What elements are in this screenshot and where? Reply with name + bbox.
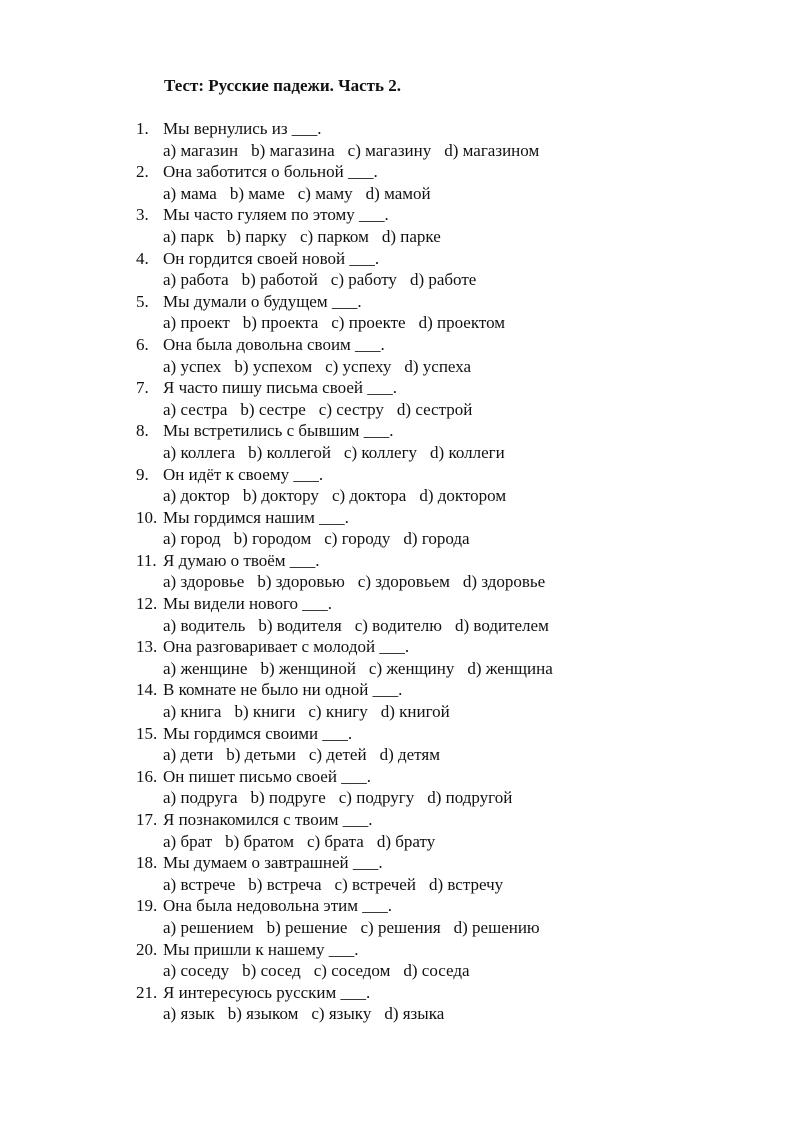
question-text: Мы встретились с бывшим ___. — [163, 421, 394, 441]
question-number: 14. — [136, 680, 158, 700]
answer-option: a) проект — [163, 313, 230, 333]
question-text: Я интересуюсь русским ___. — [163, 982, 371, 1002]
question-text: Я познакомился с твоим ___. — [163, 810, 373, 829]
answer-options — [163, 528, 756, 550]
question-line — [136, 679, 756, 701]
question-item — [136, 982, 756, 1025]
question-line — [136, 895, 756, 917]
answer-option: c) подругу — [338, 788, 415, 808]
answer-option: d) мамой — [365, 183, 431, 203]
answer-option: a) книга — [163, 702, 222, 722]
answer-option: b) маме — [229, 183, 285, 203]
question-text: Я часто пишу письма своей ___. — [163, 378, 397, 398]
question-line — [136, 809, 756, 831]
question-text: Мы думали о будущем ___. — [163, 291, 362, 311]
answer-options — [163, 183, 756, 205]
answer-options — [163, 917, 756, 939]
question-number: 2. — [136, 162, 149, 182]
answer-option: d) книгой — [380, 702, 450, 722]
answer-options — [163, 658, 756, 680]
question-line — [136, 377, 756, 399]
answer-option: c) языку — [311, 1004, 372, 1024]
question-line — [136, 507, 756, 529]
answer-option: c) маму — [297, 183, 353, 203]
question-text: Мы пришли к нашему ___. — [163, 939, 359, 959]
answer-option: b) здоровью — [257, 572, 345, 592]
question-item — [136, 593, 756, 636]
answer-option: a) подруга — [163, 788, 238, 808]
question-item — [136, 507, 756, 550]
answer-option: d) здоровье — [462, 572, 546, 592]
answer-option: d) подругой — [427, 788, 513, 808]
question-text: В комнате не было ни одной ___. — [163, 680, 403, 700]
question-item — [136, 766, 756, 809]
answer-option: d) соседа — [403, 961, 470, 981]
answer-option: d) успеха — [404, 356, 472, 376]
answer-options — [163, 744, 756, 766]
question-number: 10. — [136, 507, 158, 527]
question-text: Мы часто гуляем по этому ___. — [163, 205, 389, 225]
answer-options — [163, 442, 756, 464]
answer-option: b) братом — [225, 831, 294, 851]
answer-option: b) решение — [266, 917, 348, 937]
answer-option: b) парку — [226, 226, 287, 246]
question-text: Он пишет письмо своей ___. — [163, 766, 371, 786]
question-text: Мы видели нового ___. — [163, 594, 332, 614]
answer-options — [163, 140, 756, 162]
answer-option: a) дети — [163, 745, 214, 765]
question-line — [136, 248, 756, 270]
answer-option: b) сосед — [242, 961, 301, 981]
question-item — [136, 939, 756, 982]
question-number: 3. — [136, 205, 149, 225]
answer-option: c) коллегу — [343, 442, 418, 462]
answer-option: d) парке — [381, 226, 441, 246]
question-text: Она была довольна своим ___. — [163, 334, 385, 354]
question-number: 20. — [136, 939, 158, 959]
question-text: Мы гордимся нашим ___. — [163, 507, 349, 527]
answer-option: c) водителю — [354, 615, 442, 635]
answer-option: a) сестра — [163, 399, 228, 419]
answer-option: a) здоровье — [163, 572, 245, 592]
answer-options — [163, 269, 756, 291]
question-line — [136, 636, 756, 658]
question-line — [136, 118, 756, 140]
answer-option: c) здоровьем — [357, 572, 450, 592]
question-text: Мы вернулись из ___. — [163, 119, 322, 138]
question-number: 13. — [136, 637, 158, 657]
answer-option: d) проектом — [418, 313, 506, 333]
answer-option: a) язык — [163, 1004, 215, 1024]
answer-option: a) доктор — [163, 486, 230, 506]
answer-option: a) магазин — [163, 140, 239, 160]
answer-option: d) языка — [384, 1004, 445, 1024]
answer-options — [163, 787, 756, 809]
answer-option: a) встрече — [163, 874, 236, 894]
answer-option: b) коллегой — [248, 442, 331, 462]
question-item — [136, 377, 756, 420]
answer-option: b) водителя — [258, 615, 342, 635]
answer-options — [163, 356, 756, 378]
answer-options — [163, 874, 756, 896]
question-number: 17. — [136, 810, 158, 829]
question-line — [136, 334, 756, 356]
question-line — [136, 723, 756, 745]
answer-options — [163, 399, 756, 421]
question-item — [136, 118, 756, 161]
question-item — [136, 852, 756, 895]
question-number: 4. — [136, 248, 149, 268]
question-line — [136, 939, 756, 961]
question-line — [136, 420, 756, 442]
question-item — [136, 550, 756, 593]
answer-option: b) сестре — [240, 399, 306, 419]
answer-option: b) детьми — [226, 745, 296, 765]
answer-option: b) языком — [227, 1004, 299, 1024]
answer-option: d) детям — [379, 745, 440, 765]
question-text: Он гордится своей новой ___. — [163, 248, 380, 268]
answer-option: a) парк — [163, 226, 214, 246]
answer-option: a) водитель — [163, 615, 246, 635]
answer-option: b) доктору — [242, 486, 319, 506]
question-number: 6. — [136, 334, 149, 354]
question-item — [136, 161, 756, 204]
question-number: 18. — [136, 853, 158, 873]
answer-option: c) женщину — [368, 658, 455, 678]
question-number: 16. — [136, 766, 158, 786]
answer-option: d) брату — [376, 831, 436, 851]
question-item — [136, 334, 756, 377]
answer-options — [163, 226, 756, 248]
answer-option: b) проекта — [242, 313, 319, 333]
question-line — [136, 550, 756, 572]
answer-option: b) магазина — [251, 140, 335, 160]
answer-option: b) работой — [241, 270, 318, 290]
answer-option: c) решения — [360, 917, 441, 937]
question-number: 9. — [136, 464, 149, 484]
question-number: 15. — [136, 723, 158, 743]
answer-options — [163, 485, 756, 507]
page-title: Тест: Русские падежи. Часть 2. — [164, 76, 402, 95]
answer-option: b) подруге — [250, 788, 326, 808]
answer-option: d) коллеги — [430, 442, 505, 462]
question-item — [136, 204, 756, 247]
answer-option: c) встречей — [334, 874, 416, 894]
answer-option: a) город — [163, 529, 221, 549]
question-number: 21. — [136, 982, 158, 1002]
answer-option: c) соседом — [313, 961, 391, 981]
question-list — [136, 118, 756, 1025]
question-number: 1. — [136, 119, 149, 138]
answer-option: b) встреча — [248, 874, 322, 894]
answer-option: c) сестру — [318, 399, 384, 419]
question-item — [136, 291, 756, 334]
question-number: 8. — [136, 421, 149, 441]
answer-option: c) брата — [306, 831, 364, 851]
question-line — [136, 161, 756, 183]
answer-option: d) женщина — [467, 658, 553, 678]
question-number: 19. — [136, 896, 158, 916]
answer-option: d) магазином — [444, 140, 540, 160]
question-number: 11. — [136, 550, 157, 570]
answer-option: c) детей — [308, 745, 367, 765]
question-text: Мы гордимся своими ___. — [163, 723, 353, 743]
question-item — [136, 464, 756, 507]
question-item — [136, 723, 756, 766]
answer-option: a) брат — [163, 831, 213, 851]
question-line — [136, 291, 756, 313]
answer-option: a) коллега — [163, 442, 236, 462]
question-item — [136, 895, 756, 938]
answer-option: d) сестрой — [396, 399, 473, 419]
question-number: 7. — [136, 378, 149, 398]
question-text: Он идёт к своему ___. — [163, 464, 324, 484]
question-text: Она была недовольна этим ___. — [163, 896, 392, 916]
question-number: 12. — [136, 594, 158, 614]
answer-option: a) мама — [163, 183, 217, 203]
answer-option: a) соседу — [163, 961, 230, 981]
answer-option: c) книгу — [308, 702, 368, 722]
answer-option: d) доктором — [419, 486, 507, 506]
question-item — [136, 636, 756, 679]
question-line — [136, 593, 756, 615]
question-item — [136, 248, 756, 291]
question-text: Она разговаривает с молодой ___. — [163, 637, 410, 657]
answer-option: d) встречу — [428, 874, 504, 894]
answer-option: b) книги — [234, 702, 296, 722]
answer-options — [163, 831, 756, 853]
question-text: Я думаю о твоём ___. — [163, 550, 320, 570]
answer-options — [163, 701, 756, 723]
answer-options — [163, 571, 756, 593]
answer-option: c) городу — [324, 529, 391, 549]
answer-options — [163, 312, 756, 334]
question-number: 5. — [136, 291, 149, 311]
answer-option: c) проекте — [331, 313, 406, 333]
answer-option: b) успехом — [234, 356, 313, 376]
answer-option: a) решением — [163, 917, 254, 937]
answer-option: d) работе — [409, 270, 477, 290]
question-text: Она заботится о больной ___. — [163, 162, 378, 182]
answer-options — [163, 960, 756, 982]
answer-option: a) работа — [163, 270, 229, 290]
answer-option: c) доктора — [331, 486, 407, 506]
question-text: Мы думаем о завтрашней ___. — [163, 853, 383, 873]
answer-option: b) городом — [233, 529, 312, 549]
question-line — [136, 982, 756, 1004]
answer-option: d) города — [403, 529, 470, 549]
question-item — [136, 809, 756, 852]
answer-options — [163, 1003, 756, 1025]
question-line — [136, 204, 756, 226]
answer-options — [163, 615, 756, 637]
answer-option: b) женщиной — [260, 658, 356, 678]
question-line — [136, 852, 756, 874]
answer-option: d) водителем — [455, 615, 549, 635]
question-line — [136, 464, 756, 486]
answer-option: c) работу — [330, 270, 397, 290]
answer-option: d) решению — [453, 917, 540, 937]
answer-option: a) успех — [163, 356, 222, 376]
question-line — [136, 766, 756, 788]
question-item — [136, 420, 756, 463]
answer-option: c) парком — [299, 226, 369, 246]
question-item — [136, 679, 756, 722]
answer-option: c) успеху — [325, 356, 392, 376]
answer-option: c) магазину — [347, 140, 432, 160]
answer-option: a) женщине — [163, 658, 248, 678]
